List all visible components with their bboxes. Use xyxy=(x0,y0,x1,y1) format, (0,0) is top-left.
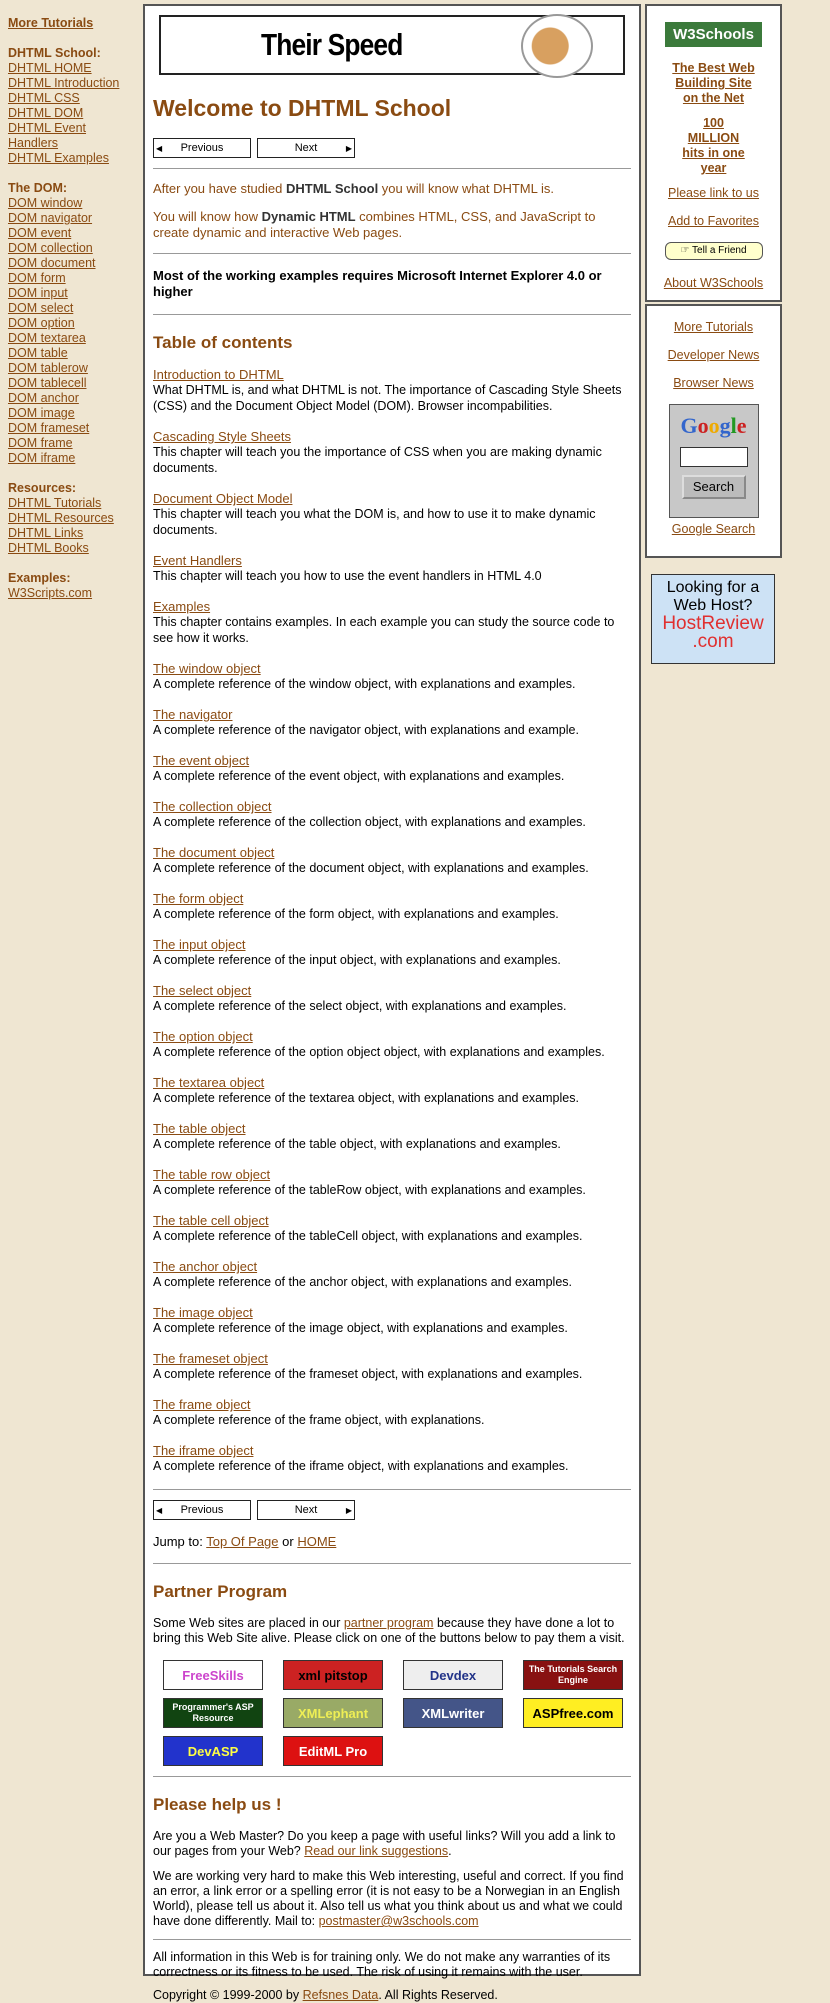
partner-program-link[interactable]: partner program xyxy=(343,1616,434,1630)
jump-links: Jump to: Top Of Page or HOME xyxy=(153,1534,337,1549)
nav-section-heading: Examples: xyxy=(8,571,71,585)
toc-description: What DHTML is, and what DHTML is not. The importance of Cascading Style Sheets (CSS) and the Document Object Model (DOM). Browser incompabilities. xyxy=(153,383,622,413)
divider xyxy=(153,1776,631,1777)
toc-item xyxy=(153,1213,631,1244)
toc-item xyxy=(153,491,631,538)
nav-section xyxy=(8,481,138,556)
sidebar-link[interactable]: DOM navigator xyxy=(8,211,93,225)
partner-button[interactable]: DevASP xyxy=(163,1736,263,1766)
toc-item xyxy=(153,1443,631,1474)
host-review-ad[interactable] xyxy=(651,574,775,664)
million-hits-link[interactable]: 100 MILLION hits in one year xyxy=(682,116,745,175)
partner-buttons xyxy=(163,1660,631,1766)
sidebar-link[interactable]: DHTML Event Handlers xyxy=(8,121,87,150)
toc-link[interactable]: The frame object xyxy=(153,1397,251,1412)
sidebar-link[interactable]: DOM table xyxy=(8,346,68,360)
divider xyxy=(153,314,631,315)
sidebar-link[interactable]: DOM iframe xyxy=(8,451,76,465)
toc-description: A complete reference of the textarea object, with explanations and examples. xyxy=(153,1091,579,1105)
sidebar-link[interactable]: DHTML HOME xyxy=(8,61,92,75)
toc-item xyxy=(153,1397,631,1428)
toc-link[interactable]: The window object xyxy=(153,661,261,676)
developer-news-link[interactable]: Developer News xyxy=(667,348,760,362)
nav-section xyxy=(8,571,138,601)
tell-friend-button[interactable]: ☞ Tell a Friend xyxy=(665,242,763,260)
toc-description: A complete reference of the input object, with explanations and examples. xyxy=(153,953,561,967)
more-tutorials-link[interactable]: More Tutorials xyxy=(673,320,754,334)
toc-item xyxy=(153,599,631,646)
toc-item xyxy=(153,1075,631,1106)
toc-description: A complete reference of the tableRow object, with explanations and examples. xyxy=(153,1183,586,1197)
toc-link[interactable]: The document object xyxy=(153,845,275,860)
toc-item xyxy=(153,1167,631,1198)
sidebar-link[interactable]: DOM option xyxy=(8,316,75,330)
nav-section-heading: The DOM: xyxy=(8,181,68,195)
toc-description: A complete reference of the iframe object, with explanations and examples. xyxy=(153,1459,569,1473)
table-of-contents xyxy=(153,367,631,1474)
pointing-hand-icon: ☞ xyxy=(680,245,693,256)
sidebar-link[interactable]: DOM collection xyxy=(8,241,93,255)
google-search-link[interactable]: Google Search xyxy=(671,522,756,536)
intro xyxy=(153,181,631,241)
sidebar-link[interactable]: DOM frameset xyxy=(8,421,90,435)
toc-description: This chapter contains examples. In each example you can study the source code to see how it works. xyxy=(153,615,615,645)
toc-item xyxy=(153,937,631,968)
sidebar-link[interactable]: DOM input xyxy=(8,286,68,300)
arrow-right-icon: ▶ xyxy=(345,143,352,153)
sidebar-link[interactable]: DHTML Books xyxy=(8,541,89,555)
nav-section-heading: Resources: xyxy=(8,481,77,495)
toc-description: A complete reference of the event object, with explanations and examples. xyxy=(153,769,565,783)
toc-item xyxy=(153,753,631,784)
toc-link[interactable]: The table row object xyxy=(153,1167,271,1182)
w3schools-logo[interactable]: W3Schools xyxy=(665,22,762,47)
toc-item xyxy=(153,367,631,414)
right-box-bottom xyxy=(645,304,782,558)
toc-item xyxy=(153,1305,631,1336)
toc-description: A complete reference of the frame object, with explanations. xyxy=(153,1413,485,1427)
toc-item xyxy=(153,1029,631,1060)
intro-paragraph-1: After you have studied DHTML School you will know what DHTML is. xyxy=(153,181,554,196)
arrow-left-icon: ◀ xyxy=(156,1505,163,1515)
next-button[interactable]: Next ▶ xyxy=(257,138,355,158)
sidebar-link[interactable]: DHTML Links xyxy=(8,526,84,540)
main-content xyxy=(143,4,641,2002)
toc-description: A complete reference of the window object, with explanations and examples. xyxy=(153,677,576,691)
toc-link[interactable]: Event Handlers xyxy=(153,553,242,568)
sidebar-link[interactable]: DHTML Tutorials xyxy=(8,496,102,510)
toc-link[interactable]: The table cell object xyxy=(153,1213,269,1228)
sidebar-link[interactable]: DHTML Resources xyxy=(8,511,114,525)
toc-description: A complete reference of the anchor object, with explanations and examples. xyxy=(153,1275,573,1289)
home-link[interactable]: HOME xyxy=(297,1534,337,1549)
toc-item xyxy=(153,983,631,1014)
toc-description: A complete reference of the image object, with explanations and examples. xyxy=(153,1321,568,1335)
partner-button[interactable]: Programmer's ASP Resource xyxy=(163,1698,263,1728)
toc-item xyxy=(153,707,631,738)
toc-item xyxy=(153,845,631,876)
previous-button[interactable]: ◀ Previous xyxy=(153,138,251,158)
sidebar-link[interactable]: DHTML Introduction xyxy=(8,76,120,90)
google-search-input[interactable] xyxy=(680,447,748,467)
banner-ad[interactable] xyxy=(159,15,625,75)
toc-heading: Table of contents xyxy=(153,333,293,352)
copyright: Copyright © 1999-2000 by Refsnes Data. All Rights Reserved. xyxy=(153,1988,498,2002)
toc-link[interactable]: The frameset object xyxy=(153,1351,268,1366)
arrow-left-icon: ◀ xyxy=(156,143,163,153)
divider xyxy=(153,253,631,254)
partner-button[interactable]: XMLwriter xyxy=(403,1698,503,1728)
sidebar-link[interactable]: DOM frame xyxy=(8,436,73,450)
help-section: Are you a Web Master? Do you keep a page with useful links? Will you add a link to our pages from your Web? Read our link suggestions. We are working very hard to make this Web interesting, useful and correct. If you find an error, a link error or a spelling error (it is not easy to be a Norwegian in an English World), please tell us about it. Also tell us what you think about us and what we could have done differently. Mail to: postmaster@w3schools.com xyxy=(153,1829,624,1928)
divider xyxy=(153,168,631,169)
toc-description: A complete reference of the select object, with explanations and examples. xyxy=(153,999,567,1013)
browser-warning: Most of the working examples requires Microsoft Internet Explorer 4.0 or higher xyxy=(153,268,602,299)
refsnes-data-link[interactable]: Refsnes Data xyxy=(302,1988,379,2002)
sidebar-link[interactable]: DHTML DOM xyxy=(8,106,84,120)
link-to-us-link[interactable]: Please link to us xyxy=(667,186,760,200)
about-link[interactable]: About W3Schools xyxy=(663,276,764,290)
nav-section xyxy=(8,46,138,166)
host-ad-text: Looking for a Web Host? xyxy=(666,579,760,614)
hamster-wheel-icon xyxy=(521,14,593,78)
partner-heading: Partner Program xyxy=(153,1582,288,1601)
best-site-link[interactable]: The Best Web Building Site on the Net xyxy=(672,61,755,105)
toc-description: This chapter will teach you what the DOM is, and how to use it to make dynamic documents. xyxy=(153,507,596,537)
sidebar-link[interactable]: DOM select xyxy=(8,301,74,315)
sidebar-link[interactable]: DOM document xyxy=(8,256,96,270)
toc-link[interactable]: The table object xyxy=(153,1121,246,1136)
sidebar-link[interactable]: DHTML Examples xyxy=(8,151,109,165)
partner-text: Some Web sites are placed in our partner program because they have done a lot to bring this Web Site alive. Please click on one of the buttons below to pay them a visit. xyxy=(153,1616,625,1645)
toc-link[interactable]: The form object xyxy=(153,891,244,906)
sidebar-link[interactable]: DOM image xyxy=(8,406,75,420)
toc-description: A complete reference of the option object object, with explanations and examples. xyxy=(153,1045,605,1059)
host-ad-domain: .com xyxy=(692,631,734,652)
sidebar-link[interactable]: DOM window xyxy=(8,196,83,210)
partner-button[interactable]: XMLephant xyxy=(283,1698,383,1728)
sidebar-link[interactable]: DOM tablerow xyxy=(8,361,88,375)
sidebar-link[interactable]: DOM event xyxy=(8,226,72,240)
add-favorites-link[interactable]: Add to Favorites xyxy=(667,214,759,228)
toc-link[interactable]: The event object xyxy=(153,753,250,768)
divider xyxy=(153,1489,631,1490)
toc-item xyxy=(153,553,631,584)
intro-paragraph-2: You will know how Dynamic HTML combines HTML, CSS, and JavaScript to create dynamic and interactive Web pages. xyxy=(153,209,596,240)
toc-link[interactable]: Cascading Style Sheets xyxy=(153,429,292,444)
help-heading: Please help us ! xyxy=(153,1795,282,1814)
toc-link[interactable]: The navigator xyxy=(153,707,233,722)
toc-link[interactable]: The select object xyxy=(153,983,252,998)
toc-link[interactable]: Examples xyxy=(153,599,211,614)
divider xyxy=(153,1563,631,1564)
toc-link[interactable]: Document Object Model xyxy=(153,491,293,506)
page-title: Welcome to DHTML School xyxy=(153,95,452,121)
toc-item xyxy=(153,891,631,922)
toc-description: A complete reference of the document object, with explanations and examples. xyxy=(153,861,589,875)
toc-description: A complete reference of the form object, with explanations and examples. xyxy=(153,907,559,921)
toc-link[interactable]: The iframe object xyxy=(153,1443,254,1458)
disclaimer: All information in this Web is for training only. We do not make any warranties of its correctness or its fitness to be used. The risk of using it remains with the user. xyxy=(153,1950,611,1979)
toc-description: A complete reference of the frameset object, with explanations and examples. xyxy=(153,1367,583,1381)
previous-button[interactable]: ◀ Previous xyxy=(153,1500,251,1520)
nav-section-heading: DHTML School: xyxy=(8,46,101,60)
toc-description: This chapter will teach you the importance of CSS when you are making dynamic documents. xyxy=(153,445,602,475)
partner-button[interactable]: EditML Pro xyxy=(283,1736,383,1766)
top-of-page-link[interactable]: Top Of Page xyxy=(206,1534,279,1549)
top-nav-buttons xyxy=(153,138,631,158)
toc-description: A complete reference of the collection object, with explanations and examples. xyxy=(153,815,586,829)
sidebar-link[interactable]: DOM textarea xyxy=(8,331,86,345)
link-suggestions-link[interactable]: Read our link suggestions xyxy=(304,1844,449,1858)
sidebar-link[interactable]: DOM anchor xyxy=(8,391,79,405)
google-logo: Google xyxy=(680,413,747,438)
host-ad-brand: HostReview xyxy=(662,613,764,634)
toc-link[interactable]: The textarea object xyxy=(153,1075,265,1090)
toc-link[interactable]: The anchor object xyxy=(153,1259,258,1274)
partner-button[interactable]: xml pitstop xyxy=(283,1660,383,1690)
toc-link[interactable]: The collection object xyxy=(153,799,272,814)
more-tutorials-link[interactable]: More Tutorials xyxy=(8,16,94,30)
next-button[interactable]: Next ▶ xyxy=(257,1500,355,1520)
google-search-box xyxy=(669,404,759,518)
partner-button[interactable]: Devdex xyxy=(403,1660,503,1690)
sidebar-link[interactable]: DOM tablecell xyxy=(8,376,87,390)
bottom-nav-buttons xyxy=(153,1500,631,1520)
toc-description: A complete reference of the tableCell object, with explanations and examples. xyxy=(153,1229,583,1243)
browser-news-link[interactable]: Browser News xyxy=(673,376,754,390)
toc-link[interactable]: The image object xyxy=(153,1305,253,1320)
toc-item xyxy=(153,1121,631,1152)
toc-description: A complete reference of the navigator object, with explanations and example. xyxy=(153,723,579,737)
toc-link[interactable]: The input object xyxy=(153,937,246,952)
divider xyxy=(153,1939,631,1940)
sidebar-link[interactable]: W3Scripts.com xyxy=(8,586,93,600)
sidebar-link[interactable]: DOM form xyxy=(8,271,66,285)
banner-text: Their Speed xyxy=(261,27,403,62)
toc-description: A complete reference of the table object, with explanations and examples. xyxy=(153,1137,561,1151)
toc-description: This chapter will teach you how to use the event handlers in HTML 4.0 xyxy=(153,569,542,583)
partner-button[interactable]: FreeSkills xyxy=(163,1660,263,1690)
toc-item xyxy=(153,1351,631,1382)
left-nav xyxy=(8,16,138,616)
google-search-button[interactable]: Search xyxy=(682,475,746,499)
sidebar-link[interactable]: DHTML CSS xyxy=(8,91,80,105)
toc-link[interactable]: The option object xyxy=(153,1029,253,1044)
arrow-right-icon: ▶ xyxy=(345,1505,352,1515)
partner-button[interactable]: ASPfree.com xyxy=(523,1698,623,1728)
toc-item xyxy=(153,661,631,692)
email-link[interactable]: postmaster@w3schools.com xyxy=(318,1914,479,1928)
toc-link[interactable]: Introduction to DHTML xyxy=(153,367,284,382)
toc-item xyxy=(153,799,631,830)
nav-section xyxy=(8,181,138,466)
partner-button[interactable]: The Tutorials Search Engine xyxy=(523,1660,623,1690)
toc-item xyxy=(153,1259,631,1290)
right-box-top xyxy=(645,4,782,302)
toc-item xyxy=(153,429,631,476)
